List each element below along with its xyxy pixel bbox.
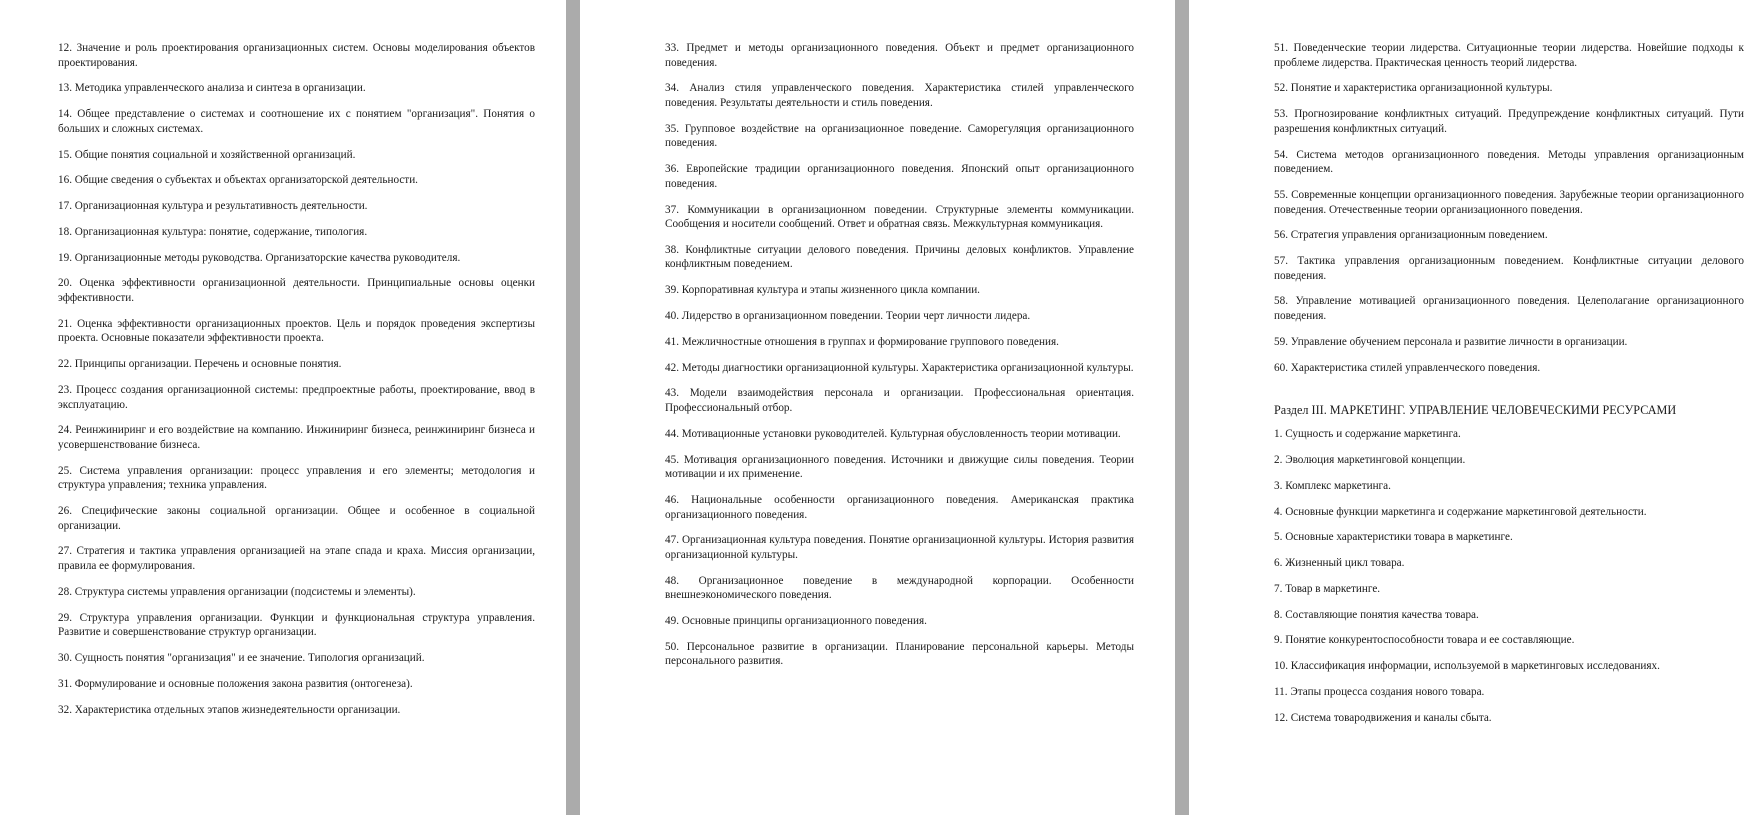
question-item: 27. Стратегия и тактика управления организацией на этапе спада и краха. Миссия организации, правила ее формулирования. [58,545,535,573]
question-item: 59. Управление обучением персонала и развитие личности в организации. [1274,335,1628,348]
question-item: 12. Значение и роль проектирования организационных систем. Основы моделирования объектов проектирования. [58,42,535,69]
question-item: 19. Организационные методы руководства. Организаторские качества руководителя. [58,251,461,264]
question-item: 26. Специфические законы социальной организации. Общее и особенное в социальной организации. [58,505,535,532]
question-item: 56. Стратегия управления организационным поведением. [1274,229,1548,242]
section-list-item: 3. Комплекс маркетинга. [1274,479,1391,492]
question-item: 53. Прогнозирование конфликтных ситуаций. Предупреждение конфликтных ситуаций. Пути разрешения конфликтных ситуаций. [1274,108,1744,135]
section-list-item: 1. Сущность и содержание маркетинга. [1274,428,1461,441]
section-list-item: 2. Эволюция маркетинговой концепции. [1274,453,1466,466]
section-list-item: 11. Этапы процесса создания нового товара. [1274,686,1485,698]
question-item: 34. Анализ стиля управленческого поведения. Характеристика стилей управленческого поведения. Результаты деятельности и стиль поведения. [665,82,1134,109]
question-item: 46. Национальные особенности организационного поведения. Американская практика организационного поведения. [665,493,1134,521]
question-item: 17. Организационная культура и результативность деятельности. [58,200,368,213]
question-item: 15. Общие понятия социальной и хозяйственной организаций. [58,148,356,161]
question-item: 55. Современные концепции организационного поведения. Зарубежные теории организационного поведения. Отечественные теории организационного поведения. [1274,188,1744,216]
question-item: 43. Модели взаимодействия персонала и организации. Профессиональная ориентация. Профессиональный отбор. [665,387,1134,414]
section-list-item: 5. Основные характеристики товара в маркетинге. [1274,531,1513,544]
question-item: 30. Сущность понятия "организация" и ее значение. Типология организаций. [58,652,425,664]
question-item: 40. Лидерство в организационном поведении. Теории черт личности лидера. [665,310,1031,323]
document-page-2 [580,0,1175,815]
question-item: 33. Предмет и методы организационного поведения. Объект и предмет организационного поведения. [665,42,1134,69]
section-list-item: 12. Система товародвижения и каналы сбыта. [1274,711,1492,724]
document-page-1 [0,0,566,815]
question-item: 60. Характеристика стилей управленческого поведения. [1274,361,1541,374]
question-item: 29. Структура управления организации. Функции и функциональная структура управления. Развитие и совершенствование структур организации. [58,611,535,639]
question-item: 54. Система методов организационного поведения. Методы управления организационным поведением. [1274,148,1744,176]
question-item: 21. Оценка эффективности организационных проектов. Цель и порядок проведения экспертизы проекта. Основные показатели эффективности проекта. [58,317,535,345]
question-item: 18. Организационная культура: понятие, содержание, типология. [58,225,368,238]
section-list-item: 9. Понятие конкурентоспособности товара и ее составляющие. [1274,634,1575,647]
question-item: 45. Мотивация организационного поведения. Источники и движущие силы поведения. Теории мотивации и их применение. [665,453,1134,481]
section-list-item: 4. Основные функции маркетинга и содержание маркетинговой деятельности. [1274,505,1647,518]
question-item: 49. Основные принципы организационного поведения. [665,615,927,628]
question-item: 41. Межличностные отношения в группах и формирование группового поведения. [665,335,1059,348]
section-list-item: 7. Товар в маркетинге. [1274,582,1381,595]
question-item: 16. Общие сведения о субъектах и объектах организаторской деятельности. [58,174,418,187]
question-item: 28. Структура системы управления организации (подсистемы и элементы). [58,585,416,598]
question-item: 25. Система управления организации: процесс управления и его элементы; методология и структура управления; техника управления. [58,464,535,492]
question-item: 51. Поведенческие теории лидерства. Ситуационные теории лидерства. Новейшие подходы к проблеме лидерства. Практическая ценность теорий лидерства. [1274,42,1744,69]
document-page-3 [1189,0,1759,815]
question-item: 58. Управление мотивацией организационного поведения. Целеполагание организационного поведения. [1274,295,1744,323]
question-item: 47. Организационная культура поведения. Понятие организационной культуры. История развития организационной культуры. [665,534,1134,561]
question-item: 44. Мотивационные установки руководителей. Культурная обусловленность теории мотивации. [665,427,1121,440]
section-list-item: 10. Классификация информации, используемой в маркетинговых исследованиях. [1274,660,1660,673]
question-item: 42. Методы диагностики организационной культуры. Характеристика организационной культуры. [665,361,1134,374]
question-item: 14. Общее представление о системах и соотношение их с понятием "организация". Понятия о больших и сложных системах. [58,108,535,135]
question-item: 52. Понятие и характеристика организационной культуры. [1274,82,1553,95]
question-item: 20. Оценка эффективности организационной деятельности. Принципиальные основы оценки эффективности. [58,277,535,305]
question-item: 13. Методика управленческого анализа и синтеза в организации. [58,82,366,95]
section-list-item: 6. Жизненный цикл товара. [1274,557,1405,570]
question-item: 39. Корпоративная культура и этапы жизненного цикла компании. [665,284,980,297]
question-item: 57. Тактика управления организационным поведением. Конфликтные ситуации делового поведения. [1274,255,1744,282]
section-list-item: 8. Составляющие понятия качества товара. [1274,608,1479,621]
question-item: 38. Конфликтные ситуации делового поведения. Причины деловых конфликтов. Управление конфликтным поведением. [665,243,1134,271]
question-item: 48. Организационное поведение в международной корпорации. Особенности внешнеэкономического поведения. [665,574,1134,602]
question-item: 22. Принципы организации. Перечень и основные понятия. [58,358,342,371]
section-heading: Раздел III. МАРКЕТИНГ. УПРАВЛЕНИЕ ЧЕЛОВЕЧЕСКИМИ РЕСУРСАМИ [1274,403,1677,418]
question-item: 35. Групповое воздействие на организационное поведение. Саморегуляция организационного поведения. [665,122,1134,150]
question-item: 50. Персональное развитие в организации. Планирование персональной карьеры. Методы персонального развития. [665,640,1134,668]
question-item: 31. Формулирование и основные положения закона развития (онтогенеза). [58,677,413,690]
question-item: 37. Коммуникации в организационном поведении. Структурные элементы коммуникации. Сообщения и носители сообщений. Ответ и обратная связь. Межкультурная коммуникация. [665,203,1134,231]
question-item: 32. Характеристика отдельных этапов жизнедеятельности организации. [58,703,401,716]
question-item: 24. Реинжиниринг и его воздействие на компанию. Инжиниринг бизнеса, реинжиниринг бизнеса и усовершенствование бизнеса. [58,424,535,451]
question-item: 23. Процесс создания организационной системы: предпроектные работы, проектирование, ввод в эксплуатацию. [58,383,535,411]
question-item: 36. Европейские традиции организационного поведения. Японский опыт организационного поведения. [665,163,1134,190]
